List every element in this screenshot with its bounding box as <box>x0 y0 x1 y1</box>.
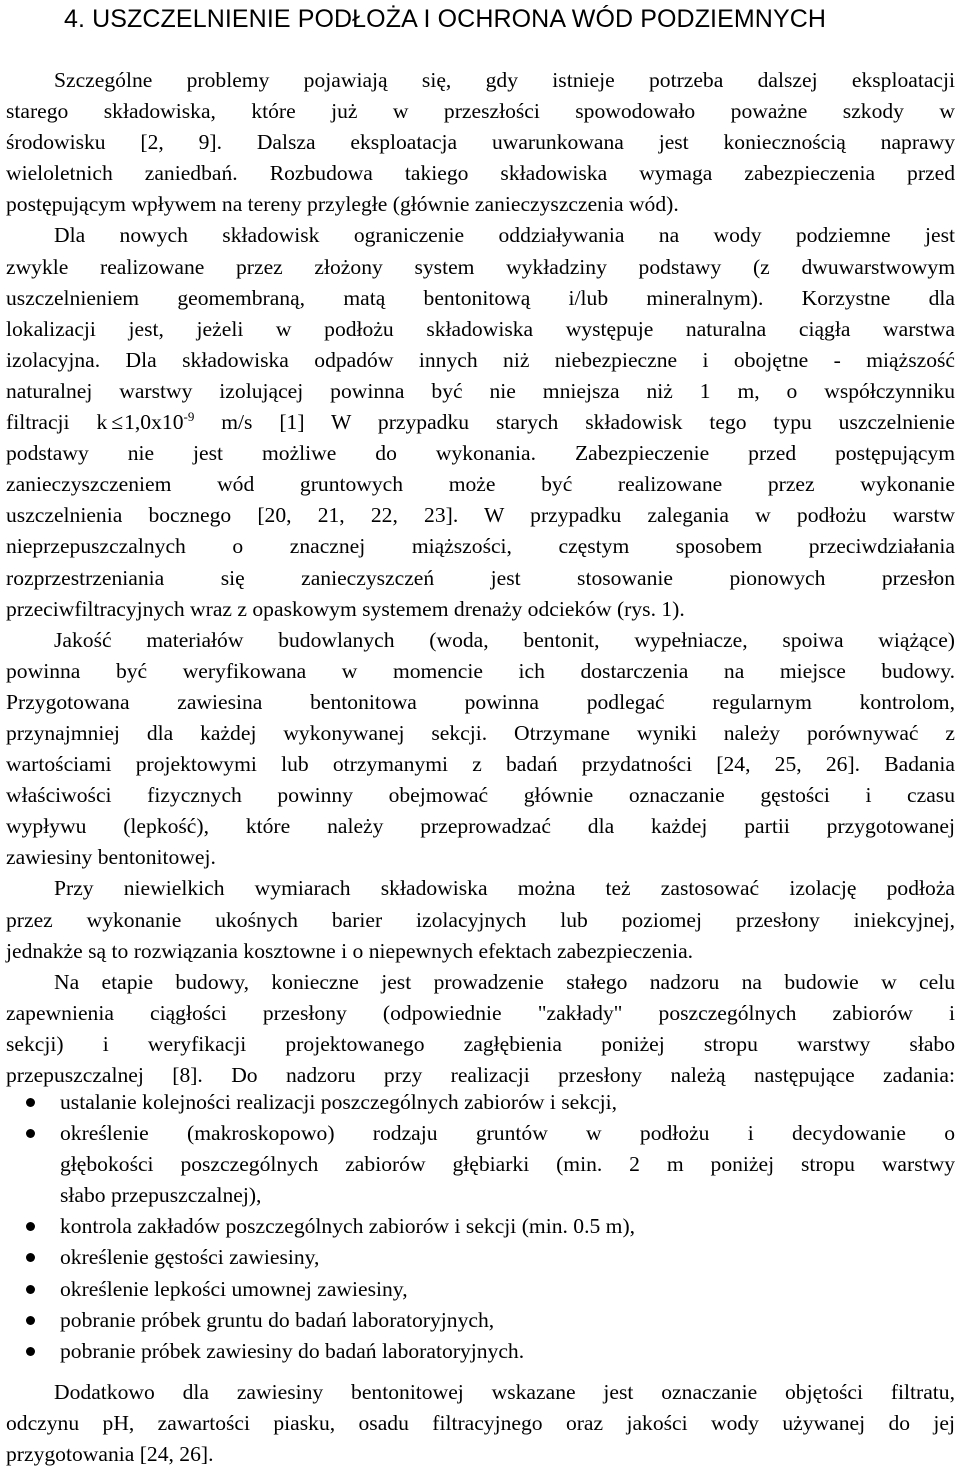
list-item <box>6 1087 955 1118</box>
text-line: zwykle realizowane przez złożony system wykładziny podstawy (z dwuwarstwowym <box>6 254 955 279</box>
text-line: przeciwfiltracyjnych wraz z opaskowym systemem drenaży odcieków (rys. 1). <box>6 596 685 621</box>
bullet-icon <box>26 1129 35 1138</box>
text-line: uszczelnienia bocznego [20, 21, 22, 23]. W przypadku zalegania w podłożu warstw <box>6 503 955 528</box>
less-equal-sign: ≤ <box>111 410 124 435</box>
list-item <box>6 1336 955 1367</box>
list-item-text: pobranie próbek zawiesiny do badań laboratoryjnych. <box>60 1338 525 1363</box>
paragraph-small-landfills <box>6 873 955 966</box>
text-line: wypływu (lepkość), które należy przeprowadzać dla każdej partii przygotowanej <box>6 814 955 839</box>
list-item-text: głębokości poszczególnych zabiorów głębiarki (min. 2 m poniżej stropu warstwy <box>60 1152 955 1177</box>
list-item <box>6 1305 955 1336</box>
list-item-text: kontrola zakładów poszczególnych zabiorów i sekcji (min. 0.5 m), <box>60 1214 636 1239</box>
list-item <box>6 1242 955 1273</box>
text-line: nieprzepuszczalnych o znacznej miąższości, częstym sposobem przeciwdziałania <box>6 534 955 559</box>
bullet-icon <box>26 1285 35 1294</box>
text-line: lokalizacji jest, jeżeli w podłożu składowiska występuje naturalna ciągła warstwa <box>6 316 955 341</box>
bullet-icon <box>26 1253 35 1262</box>
text-line: jednakże są to rozwiązania kosztowne i o niepewnych efektach zabezpieczenia. <box>6 938 694 963</box>
formula-value: 1,0x10 <box>124 410 184 435</box>
bullet-icon <box>26 1316 35 1325</box>
text-line: zanieczyszczeniem wód gruntowych może być realizowane przez wykonanie <box>6 472 955 497</box>
text-line: Jakość materiałów budowlanych (woda, bentonit, wypełniacze, spoiwa wiążące) <box>54 627 955 652</box>
text-line: starego składowiska, które już w przeszłości spowodowało poważne szkody w <box>6 99 955 124</box>
text-line: podstawy nie jest możliwe do wykonania. Zabezpieczenie przed postępującym <box>6 441 955 466</box>
list-item-text: określenie (makroskopowo) rodzaju gruntów w podłożu i decydowanie o <box>60 1121 955 1146</box>
text-line: Przygotowana zawiesina bentonitowa powinna podlegać regularnym kontrolom, <box>6 689 955 714</box>
bullet-icon <box>26 1222 35 1231</box>
formula-suffix: m/s [1] W przypadku starych składowisk tego typu uszczelnienie <box>194 410 955 435</box>
list-item <box>6 1274 955 1305</box>
list-item-text: ustalanie kolejności realizacji poszczególnych zabiorów i sekcji, <box>60 1090 618 1114</box>
text-line: sekcji) i weryfikacji projektowanego zagłębienia poniżej stropu warstwy słabo <box>6 1031 955 1056</box>
supervision-tasks-list <box>6 1087 955 1367</box>
formula-prefix: filtracji k <box>6 410 108 435</box>
paragraph-additional-tests <box>6 1377 955 1470</box>
paragraph-intro <box>6 65 955 220</box>
text-line: odczynu pH, zawartości piasku, osadu filtracyjnego oraz jakości wody używanej do jej <box>6 1411 955 1436</box>
list-item-text: określenie gęstości zawiesiny, <box>60 1245 320 1270</box>
section-heading: 4. USZCZELNIENIE PODŁOŻA I OCHRONA WÓD PODZIEMNYCH <box>64 5 827 33</box>
formula-line <box>6 407 955 438</box>
text-line: zawiesiny bentonitowej. <box>6 845 216 870</box>
paragraph-construction-supervision <box>6 967 955 1091</box>
text-line: Szczególne problemy pojawiają się, gdy istnieje potrzeba dalszej eksploatacji <box>54 68 955 92</box>
text-line: izolacyjna. Dla składowiska odpadów innych niż niebezpieczne i obojętne - miąższość <box>6 347 955 372</box>
list-item <box>6 1118 955 1211</box>
formula-exponent: -9 <box>183 409 195 425</box>
text-line: naturalnej warstwy izolującej powinna być nie mniejsza niż 1 m, o współczynniku <box>6 378 955 403</box>
text-line: wartościami projektowymi lub otrzymanymi z badań przydatności [24, 25, 26]. Badania <box>6 752 955 777</box>
text-line: rozprzestrzeniania się zanieczyszczeń jest stosowanie pionowych przesłon <box>6 565 955 590</box>
text-line: Dodatkowo dla zawiesiny bentonitowej wskazane jest oznaczanie objętości filtratu, <box>54 1380 955 1404</box>
text-line: przepuszczalnej [8]. Do nadzoru przy realizacji przesłony należą następujące zadania: <box>6 1063 955 1087</box>
text-line: Dla nowych składowisk ograniczenie oddziaływania na wody podziemne jest <box>54 223 955 248</box>
text-line: przynajmniej dla każdej wykonywanej sekcji. Otrzymane wyniki należy porównywać z <box>6 720 955 745</box>
bullet-icon <box>26 1347 35 1356</box>
list-item <box>6 1211 955 1242</box>
text-line: postępującym wpływem na tereny przyległe (głównie zanieczyszczenia wód). <box>6 192 679 217</box>
text-line: powinna być weryfikowana w momencie ich dostarczenia na miejsce budowy. <box>6 658 955 683</box>
paragraph-materials-quality <box>6 625 955 874</box>
list-item-text: pobranie próbek gruntu do badań laboratoryjnych, <box>60 1307 495 1332</box>
list-item-text: słabo przepuszczalnej), <box>60 1183 262 1208</box>
text-line: przygotowania [24, 26]. <box>6 1442 214 1467</box>
text-line: środowisku [2, 9]. Dalsza eksploatacja uwarunkowana jest koniecznością naprawy <box>6 130 955 155</box>
text-line: Przy niewielkich wymiarach składowiska można też zastosować izolację podłoża <box>54 876 955 901</box>
text-line: właściwości fizycznych powinny obejmować głównie oznaczanie gęstości i czasu <box>6 783 955 808</box>
text-line: przez wykonanie ukośnych barier izolacyjnych lub poziomej przesłony iniekcyjnej, <box>6 907 955 932</box>
body-text <box>6 65 955 1091</box>
bullet-icon <box>26 1098 35 1107</box>
text-line: wieloletnich zaniedbań. Rozbudowa takiego składowiska wymaga zabezpieczenia przed <box>6 161 955 186</box>
list-item-text: określenie lepkości umownej zawiesiny, <box>60 1276 408 1301</box>
paragraph-new-landfills <box>6 220 955 624</box>
text-line: zapewnienia ciągłości przesłony (odpowiednie "zakłady" poszczególnych zabiorów i <box>6 1000 955 1025</box>
text-line: uszczelnieniem geomembraną, matą bentonitową i/lub mineralnym). Korzystne dla <box>6 285 955 310</box>
text-line: Na etapie budowy, konieczne jest prowadzenie stałego nadzoru na budowie w celu <box>54 969 955 994</box>
